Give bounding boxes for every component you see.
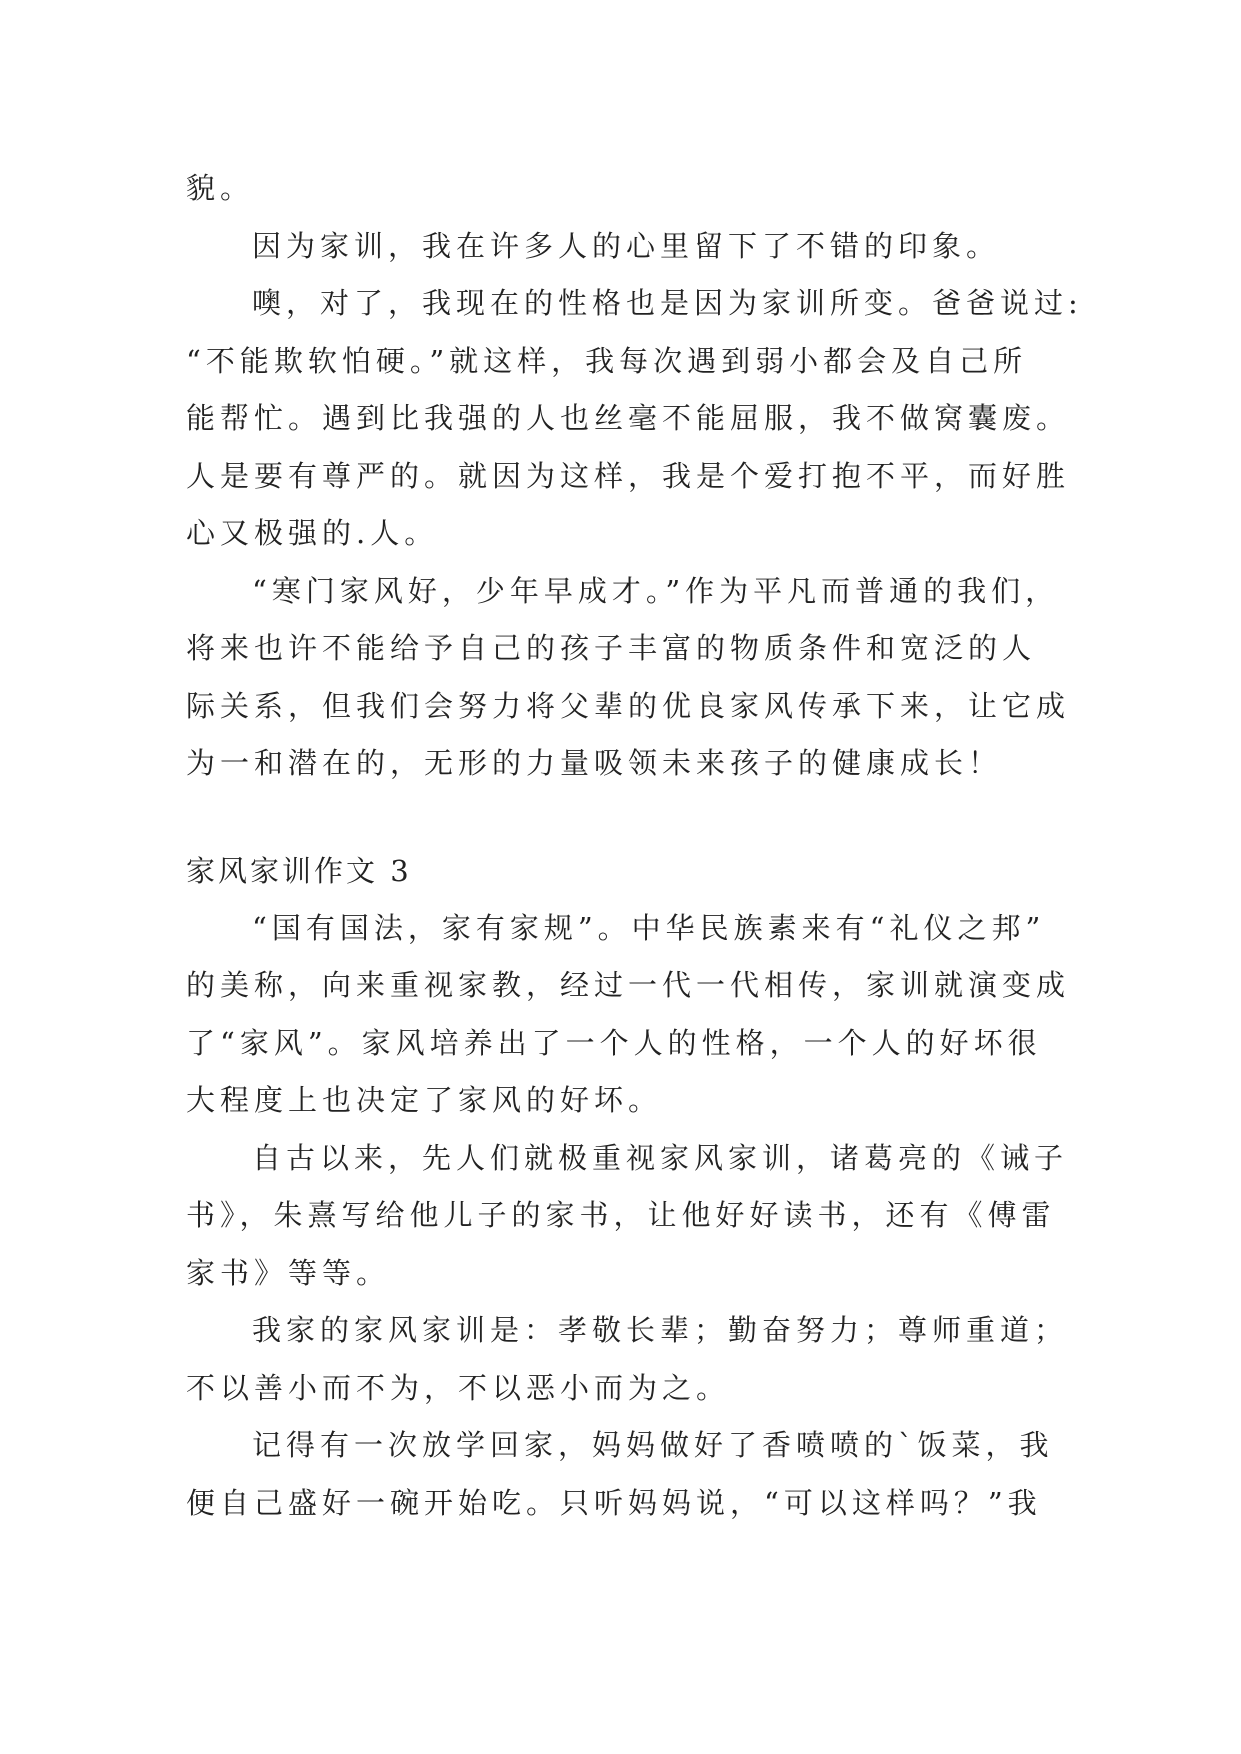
text-line: 书》，朱熹写给他儿子的家书，让他好好读书，还有《傅雷 xyxy=(186,1198,1056,1232)
document-body xyxy=(186,160,1083,1532)
text-line: 大程度上也决定了家风的好坏。 xyxy=(186,1083,663,1117)
paragraph-first-line: 我家的家风家训是：孝敬长辈；勤奋努力；尊师重道； xyxy=(252,1313,1069,1347)
paragraph-first-line: 因为家训，我在许多人的心里留下了不错的印象。 xyxy=(252,228,1001,263)
text-line: 将来也许不能给予自己的孩子丰富的物质条件和宽泛的人 xyxy=(186,631,1037,665)
paragraph-first-line: 自古以来，先人们就极重视家风家训，诸葛亮的《诫子 xyxy=(252,1140,1069,1175)
paragraph-first-line: 记得有一次放学回家，妈妈做好了香喷喷的`饭菜，我 xyxy=(252,1428,1054,1462)
paragraph-first-line: 噢，对了，我现在的性格也是因为家训所变。爸爸说过: xyxy=(252,286,1083,320)
section-heading: 家风家训作文 3 xyxy=(186,853,412,888)
text-line: 不以善小而不为，不以恶小而为之。 xyxy=(186,1370,731,1405)
text-line: “不能欺软怕硬。”就这样，我每次遇到弱小都会及自己所 xyxy=(186,343,1028,378)
paragraph-first-line: “寒门家风好，少年早成才。”作为平凡而普通的我们， xyxy=(252,573,1060,608)
text-line: 心又极强的.人。 xyxy=(186,516,439,550)
text-line: 的美称，向来重视家教，经过一代一代相传，家训就演变成 xyxy=(186,968,1071,1002)
text-line: 便自己盛好一碗开始吃。只听妈妈说，“可以这样吗？”我 xyxy=(186,1485,1042,1520)
paragraph-first-line: “国有国法，家有家规”。中华民族素来有“礼仪之邦” xyxy=(252,910,1046,945)
text-line: 人是要有尊严的。就因为这样，我是个爱打抱不平，而好胜 xyxy=(186,458,1071,493)
text-line: 家书》等等。 xyxy=(186,1255,391,1290)
text-line: 际关系，但我们会努力将父辈的优良家风传承下来，让它成 xyxy=(186,688,1071,723)
text-line: 了“家风”。家风培养出了一个人的性格，一个人的好坏很 xyxy=(186,1025,1042,1060)
text-line: 能帮忙。遇到比我强的人也丝毫不能屈服，我不做窝囊废。 xyxy=(186,401,1071,435)
text-line: 貌。 xyxy=(186,171,255,205)
text-line: 为一和潜在的，无形的力量吸领未来孩子的健康成长！ xyxy=(186,746,1003,780)
